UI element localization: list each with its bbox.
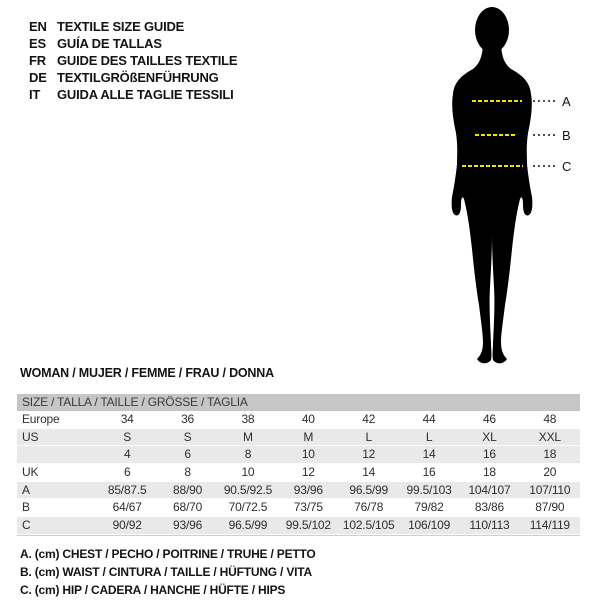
size-cell: XXL [538,429,561,444]
size-cell: 93/96 [173,518,203,533]
legend-line: A. (cm) CHEST / PECHO / POITRINE / TRUHE / PETTO [20,547,316,561]
size-cell: L [425,429,433,444]
size-cell: L [365,429,372,444]
size-cell: M [303,429,314,444]
size-cell: 76/78 [354,500,384,515]
size-table-row [17,429,580,447]
size-table-header: SIZE / TALLA / TAILLE / GRÖSSE / TAGLIA [17,394,580,411]
size-cell: 12 [301,465,315,480]
size-cell: 6 [123,465,131,480]
language-code: EN [29,19,47,34]
size-cell: 99.5/102 [285,518,331,533]
size-cell: 42 [362,412,376,426]
size-cell: 14 [422,447,436,462]
language-label: TEXTILE SIZE GUIDE [57,19,185,34]
size-cell: 48 [543,412,557,426]
marker-label-b: B [562,128,571,143]
size-cell: 110/113 [469,518,510,533]
woman-silhouette-figure [425,3,585,368]
size-cell: 16 [482,447,496,462]
size-cell: 38 [241,412,255,426]
row-label [17,446,97,463]
language-code: FR [29,53,46,68]
size-cell: 16 [422,465,436,480]
section-title: WOMAN / MUJER / FEMME / FRAU / DONNA [20,366,274,380]
size-cell: M [243,429,253,444]
measurement-legend [20,545,316,599]
size-cell: 20 [543,465,557,480]
size-cell: 18 [482,465,496,480]
size-cell: 102.5/105 [342,518,395,533]
size-cell: 83/86 [474,500,504,515]
marker-label-c: C [562,159,572,174]
size-table-row [17,517,580,535]
size-cell: 4 [123,447,131,462]
size-cell: 46 [482,412,496,426]
language-list [29,18,237,103]
size-cell: 18 [543,447,557,462]
size-cell: 8 [244,447,252,462]
language-row [29,35,237,52]
size-cell: 96.5/99 [349,482,388,497]
row-label: US [22,429,39,444]
size-cell: 36 [181,412,195,426]
language-label: GUIDE DES TAILLES TEXTILE [57,53,238,68]
language-label: TEXTILGRÖßENFÜHRUNG [57,70,219,85]
row-label: A [22,482,30,497]
size-table-rows [17,411,580,535]
language-label: GUÍA DE TALLAS [57,36,162,51]
language-code: IT [29,87,41,102]
size-cell: 96.5/99 [228,518,268,533]
size-cell: 34 [120,412,134,426]
size-cell: 99.5/103 [406,482,452,497]
language-code: DE [29,70,47,85]
size-cell: 104/107 [468,482,511,497]
size-cell: 73/75 [293,500,323,515]
size-cell: 87/90 [535,500,565,515]
size-cell: 106/109 [408,518,451,533]
size-table [17,394,580,536]
language-row [29,86,237,103]
size-cell: 70/72.5 [228,500,268,515]
row-label: B [22,500,30,515]
size-cell: 107/110 [529,482,571,497]
legend-line: C. (cm) HIP / CADERA / HANCHE / HÜFTE / HIPS [20,583,286,597]
language-row [29,52,237,69]
size-cell: 88/90 [173,482,203,497]
size-cell: 12 [362,447,376,462]
size-cell: 90.5/92.5 [223,482,273,497]
size-cell: S [123,429,132,444]
language-row [29,69,237,86]
size-cell: 93/96 [293,482,323,497]
legend-line: B. (cm) WAIST / CINTURA / TAILLE / HÜFTUNG / VITA [20,565,312,579]
size-cell: 8 [184,465,191,480]
woman-silhouette [452,7,533,363]
language-label: GUIDA ALLE TAGLIE TESSILI [57,87,234,102]
size-cell: 44 [422,412,436,426]
size-table-row [17,499,580,517]
row-label: Europe [22,412,60,426]
size-cell: S [183,429,192,444]
size-cell: 14 [362,465,376,480]
size-cell: 64/67 [112,500,142,515]
row-label: C [22,518,31,533]
marker-label-a: A [562,94,571,109]
size-cell: 114/119 [529,518,570,533]
size-cell: 79/82 [414,500,444,515]
size-table-row [17,482,580,500]
size-cell: 85/87.5 [107,482,147,497]
size-cell: 90/92 [112,518,142,533]
language-code: ES [29,36,46,51]
size-cell: 10 [301,447,315,462]
size-cell: 10 [241,465,255,480]
size-cell: 6 [184,447,191,462]
size-table-row [17,411,580,429]
size-cell: XL [482,429,497,444]
language-row [29,18,237,35]
size-table-row [17,446,580,464]
size-table-row [17,464,580,482]
row-label: UK [22,465,39,480]
size-cell: 68/70 [173,500,203,515]
size-cell: 40 [301,412,315,426]
